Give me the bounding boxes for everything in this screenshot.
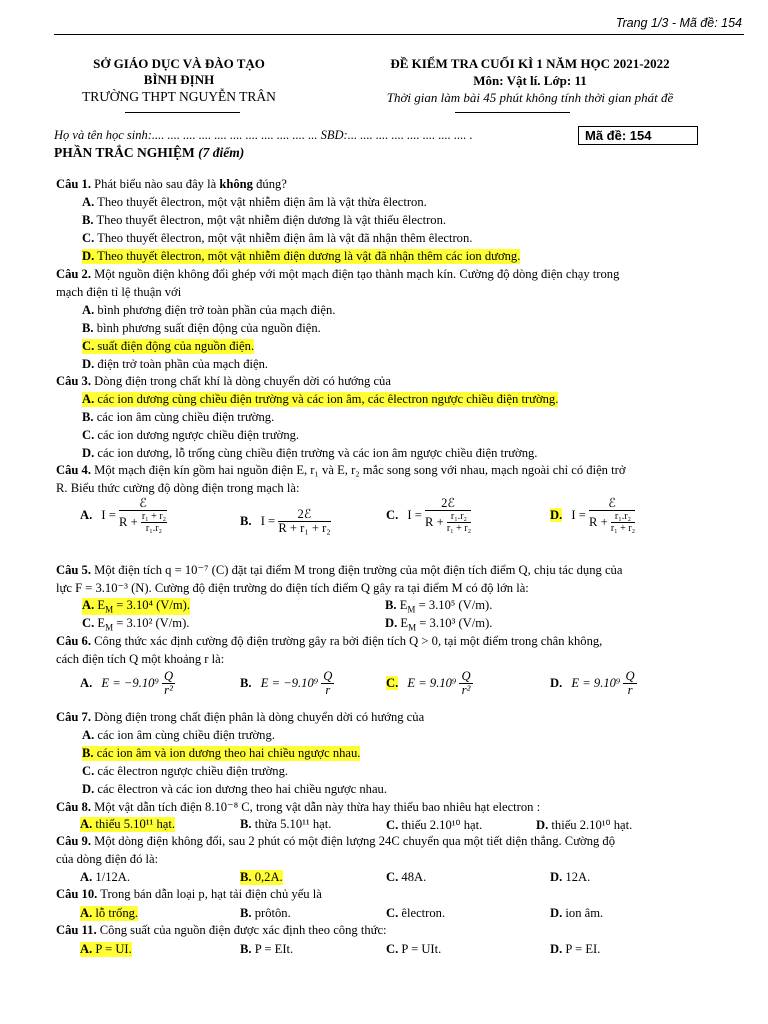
q3-text-a: các ion dương cùng chiều điện trường và các ion âm, các êlectron ngược chiều điện trường. xyxy=(97,392,559,406)
q4-option-d xyxy=(550,497,635,534)
q8-label-b: B. xyxy=(240,817,252,831)
q5-label-b: B. xyxy=(385,598,397,612)
question-4-line2: R. Biểu thức cường độ dòng điện trong mạch là: xyxy=(56,481,300,495)
q5-d-sub: M xyxy=(408,622,417,633)
q11-option-c xyxy=(386,942,441,957)
q4-b-num: 2ℰ xyxy=(278,508,330,522)
q10-option-b xyxy=(240,906,291,921)
q9-text-d: 12A. xyxy=(565,870,591,884)
question-11 xyxy=(56,923,387,938)
q6-label-b: B. xyxy=(240,676,252,690)
q4-d-den xyxy=(589,511,635,534)
q2-text-b: bình phương suất điện động của nguồn điện. xyxy=(96,321,321,335)
section-points: (7 điểm) xyxy=(198,145,245,160)
q10-option-c xyxy=(386,906,445,921)
q5-a-sub: M xyxy=(105,604,114,615)
q6-option-c xyxy=(386,670,473,697)
question-9-line1 xyxy=(56,834,615,849)
q1-text-d: Theo thuyết êlectron, một vật nhiễm điện dương là vật đã nhận thêm các ion dương. xyxy=(97,249,521,263)
q5-c-val: = 3.10² (V/m). xyxy=(113,616,190,630)
q11-option-b xyxy=(240,942,293,957)
q10-option-a xyxy=(80,906,138,921)
q3-label-d: D. xyxy=(82,446,95,460)
q4-c-den-r: R + xyxy=(425,515,444,529)
q3-text: Dòng điện trong chất khí là dòng chuyển dời có hướng của xyxy=(91,374,391,388)
q3-option-d xyxy=(82,446,537,461)
school-name: TRƯỜNG THPT NGUYỄN TRÂN xyxy=(82,89,276,104)
q11-text-d: P = EI. xyxy=(565,942,601,956)
q7-option-a xyxy=(82,728,275,743)
q1-number: Câu 1. xyxy=(56,177,91,191)
q6-d-lhs: E = 9.10⁹ xyxy=(571,676,621,690)
q2-number: Câu 2. xyxy=(56,267,91,281)
q7-text-b: các ion âm và ion dương theo hai chiều ngược nhau. xyxy=(96,746,361,760)
q4-d-den-r: R + xyxy=(589,515,608,529)
q8-text-b: thừa 5.10¹¹ hạt. xyxy=(254,817,332,831)
question-10 xyxy=(56,887,322,902)
q6-option-d xyxy=(550,670,637,697)
q4-c-lhs: I = xyxy=(407,508,422,522)
q1-text-bold: không xyxy=(219,177,253,191)
question-6-line1 xyxy=(56,634,602,649)
q11-text-b: P = EIt. xyxy=(254,942,294,956)
q4-c-num: 2ℰ xyxy=(425,497,471,511)
q3-label-c: C. xyxy=(82,428,95,442)
question-4-line1 xyxy=(56,463,625,478)
q11-label-d: D. xyxy=(550,942,563,956)
q11-label-a: A. xyxy=(80,942,93,956)
q3-text-d: các ion dương, lỗ trống cùng chiều điện trường và các ion âm ngược chiều điện trường. xyxy=(97,446,538,460)
q5-label-c: C. xyxy=(82,616,95,630)
q4-a-subfrac xyxy=(141,511,167,534)
q1-option-b xyxy=(82,213,446,228)
q4-d-sub-den: r₁ + r₂ xyxy=(610,523,636,534)
q5-b-sub: M xyxy=(407,604,416,615)
q3-option-a xyxy=(82,392,558,407)
q10-label-b: B. xyxy=(240,906,252,920)
q9-text-a: 1/12A. xyxy=(95,870,131,884)
q4-a-num: ℰ xyxy=(119,497,167,511)
q2-text-1: Một nguồn điện không đổi ghép với một mạch điện tạo thành mạch kín. Cường độ dòng điện chạy trong xyxy=(91,267,620,281)
q8-text-d: thiếu 2.10¹⁰ hạt. xyxy=(551,818,633,832)
q6-label-a: A. xyxy=(80,676,93,690)
school-dept: SỞ GIÁO DỤC VÀ ĐÀO TẠO xyxy=(93,56,265,71)
q1-text-post: đúng? xyxy=(252,177,287,191)
q10-label-a: A. xyxy=(80,906,93,920)
q2-label-c: C. xyxy=(82,339,95,353)
q1-text-pre: Phát biểu nào sau đây là xyxy=(91,177,220,191)
q9-label-b: B. xyxy=(240,870,252,884)
q10-option-d xyxy=(550,906,603,921)
q4-text-1: Một mạch điện kín gồm hai nguồn điện E, r₁ và E, r₂ mắc song song với nhau, mạch ngoài chỉ có điện trở xyxy=(91,463,626,477)
q7-text-d: các êlectron và các ion dương theo hai chiều ngược nhau. xyxy=(97,782,387,796)
q8-option-a xyxy=(80,817,175,832)
q5-option-b xyxy=(385,598,492,615)
q5-d-e: E xyxy=(400,616,409,630)
q9-option-a xyxy=(80,870,130,885)
q9-number: Câu 9. xyxy=(56,834,91,848)
q2-option-b xyxy=(82,321,321,336)
q6-c-num: Q xyxy=(461,669,471,683)
q11-label-c: C. xyxy=(386,942,399,956)
q4-c-sub-den: r₁ + r₂ xyxy=(446,523,472,534)
question-8 xyxy=(56,799,540,815)
q4-a-den-r: R + xyxy=(119,515,138,529)
question-3 xyxy=(56,374,391,389)
q10-label-c: C. xyxy=(386,906,399,920)
q4-c-subfrac xyxy=(447,511,471,534)
q2-option-d xyxy=(82,357,268,372)
q3-text-b: các ion âm cùng chiều điện trường. xyxy=(96,410,275,424)
q5-label-d: D. xyxy=(385,616,398,630)
q6-option-b xyxy=(240,670,334,697)
q9-label-c: C. xyxy=(386,870,399,884)
q5-a-e: E xyxy=(97,598,106,612)
q7-option-b xyxy=(82,746,360,761)
q9-text-1: Một dòng điện không đổi, sau 2 phút có một điện lượng 24C chuyển qua một tiết diện thẳng. Cường độ xyxy=(91,834,616,848)
q8-option-c xyxy=(386,817,482,833)
q5-label-a: A. xyxy=(82,598,95,612)
q11-text-a: P = UI. xyxy=(95,942,132,956)
q4-b-lhs: I = xyxy=(260,514,276,528)
q8-number: Câu 8. xyxy=(56,800,91,814)
question-6-line2: cách điện tích Q một khoảng r là: xyxy=(56,652,225,666)
q10-text-d: ion âm. xyxy=(565,906,604,920)
exam-underline xyxy=(455,112,570,113)
q6-b-lhs: E = −9.10⁹ xyxy=(260,676,319,690)
q3-label-b: B. xyxy=(82,410,94,424)
q5-option-a xyxy=(82,598,190,615)
q8-text-a: thiếu 5.10¹¹ hạt. xyxy=(95,817,176,831)
q6-b-num: Q xyxy=(323,669,333,683)
q7-text-a: các ion âm cùng chiều điện trường. xyxy=(97,728,275,742)
exam-title: ĐỀ KIỂM TRA CUỐI KÌ 1 NĂM HỌC 2021-2022 xyxy=(390,56,670,71)
q5-b-e: E xyxy=(399,598,408,612)
q11-number: Câu 11. xyxy=(56,923,97,937)
q8-text: Một vật dẫn tích điện 8.10⁻⁸ C, trong vật dẫn này thừa hay thiếu bao nhiêu hạt electron : xyxy=(91,800,541,814)
q4-d-formula xyxy=(589,497,635,534)
q4-option-c xyxy=(386,497,471,534)
q2-label-d: D. xyxy=(82,357,95,371)
q2-option-c xyxy=(82,339,254,354)
q1-text-a: Theo thuyết êlectron, một vật nhiễm điện âm là vật thừa êlectron. xyxy=(97,195,427,209)
q1-label-a: A. xyxy=(82,195,95,209)
q6-label-c: C. xyxy=(386,676,399,690)
q1-text-b: Theo thuyết êlectron, một vật nhiễm điện dương là vật thiếu êlectron. xyxy=(96,213,447,227)
question-9-line2: của dòng điện đó là: xyxy=(56,852,159,866)
student-info-line: Họ và tên học sinh:.... .... .... .... .... .... .... .... .... .... ... SBD:... .... .... .... .... .... .... .... . xyxy=(54,128,473,142)
q11-option-d xyxy=(550,942,600,957)
q2-label-b: B. xyxy=(82,321,94,335)
question-2-line1 xyxy=(56,267,619,282)
question-7 xyxy=(56,710,424,725)
q10-text-a: lỗ trống. xyxy=(95,906,139,920)
q6-b-den: r xyxy=(325,683,331,697)
q10-text-b: prôtôn. xyxy=(254,906,291,920)
q5-text-1: Một điện tích q = 10⁻⁷ (C) đặt tại điểm M trong điện trường của một điện tích điểm Q, chịu tác dụng của xyxy=(91,563,623,577)
q9-text-b: 0,2A. xyxy=(254,870,283,884)
q3-option-b xyxy=(82,410,274,425)
q1-label-d: D. xyxy=(82,249,95,263)
q1-label-c: C. xyxy=(82,231,95,245)
q5-c-e: E xyxy=(97,616,106,630)
q5-number: Câu 5. xyxy=(56,563,91,577)
q3-option-c xyxy=(82,428,299,443)
q6-a-frac xyxy=(162,670,175,697)
q2-label-a: A. xyxy=(82,303,95,317)
question-5-line1 xyxy=(56,562,622,578)
q4-b-den: R + r₁ + r₂ xyxy=(278,521,331,535)
q4-a-lhs: I = xyxy=(101,508,116,522)
q6-c-lhs: E = 9.10⁹ xyxy=(407,676,457,690)
q10-label-d: D. xyxy=(550,906,563,920)
section-title xyxy=(54,145,244,161)
q7-label-c: C. xyxy=(82,764,95,778)
q6-d-num: Q xyxy=(625,669,635,683)
q8-label-d: D. xyxy=(536,818,549,832)
q4-label-a: A. xyxy=(80,508,93,522)
q8-text-c: thiếu 2.10¹⁰ hạt. xyxy=(401,818,483,832)
q7-label-d: D. xyxy=(82,782,95,796)
header-rule xyxy=(54,34,744,35)
q4-d-subfrac xyxy=(611,511,635,534)
q9-label-d: D. xyxy=(550,870,563,884)
q6-text-1: Công thức xác định cường độ điện trường gây ra bởi điện tích Q > 0, tại một điểm trong chân không, xyxy=(91,634,603,648)
school-underline xyxy=(125,112,240,113)
q4-label-c: C. xyxy=(386,508,399,522)
q9-text-c: 48A. xyxy=(401,870,427,884)
q11-option-a xyxy=(80,942,132,957)
school-province: BÌNH ĐỊNH xyxy=(143,72,215,87)
q4-c-den xyxy=(425,511,471,534)
section-title-text: PHẦN TRẮC NGHIỆM xyxy=(54,145,195,160)
q4-label-b: B. xyxy=(240,514,252,528)
q6-number: Câu 6. xyxy=(56,634,91,648)
q1-option-a xyxy=(82,195,427,210)
q7-label-b: B. xyxy=(82,746,94,760)
q6-label-d: D. xyxy=(550,676,563,690)
q1-option-c xyxy=(82,231,472,246)
q7-option-c xyxy=(82,764,288,779)
q8-label-c: C. xyxy=(386,818,399,832)
exam-time: Thời gian làm bài 45 phút không tính thời gian phát đề xyxy=(386,90,674,105)
q4-d-lhs: I = xyxy=(571,508,586,522)
q4-option-a xyxy=(80,497,167,534)
q8-option-b xyxy=(240,817,331,832)
q5-option-d xyxy=(385,616,492,633)
q6-c-den: r² xyxy=(461,683,471,697)
q3-text-c: các ion dương ngược chiều điện trường. xyxy=(97,428,300,442)
q9-option-c xyxy=(386,870,426,885)
question-5-line2: lực F = 3.10⁻³ (N). Cường độ điện trường do điện tích điểm Q gây ra tại điểm M có độ lớn là: xyxy=(56,581,529,595)
question-1 xyxy=(56,177,287,192)
q7-text: Dòng điện trong chất điện phân là dòng chuyển dời có hướng của xyxy=(91,710,425,724)
exam-subject: Môn: Vật lí. Lớp: 11 xyxy=(473,73,587,88)
q10-text: Trong bán dẫn loại p, hạt tải điện chủ yếu là xyxy=(97,887,322,901)
q7-text-c: các êlectron ngược chiều điện trường. xyxy=(97,764,289,778)
q7-option-d xyxy=(82,782,387,797)
q6-a-lhs: E = −9.10⁹ xyxy=(101,676,159,690)
q2-text-d: điện trở toàn phần của mạch điện. xyxy=(97,357,269,371)
q4-a-sub-num: r₁ + r₂ xyxy=(141,511,167,522)
q5-option-c xyxy=(82,616,189,633)
q4-label-d: D. xyxy=(550,508,563,522)
q9-option-b xyxy=(240,870,283,885)
q4-c-sub-num: r₁.r₂ xyxy=(447,511,471,523)
q9-option-d xyxy=(550,870,590,885)
q2-text-c: suất điện động của nguồn điện. xyxy=(97,339,255,353)
exam-code-box: Mã đề: 154 xyxy=(578,126,698,145)
question-2-line2: mạch điện tỉ lệ thuận với xyxy=(56,285,182,299)
q5-c-sub: M xyxy=(105,622,114,633)
q4-a-sub-den: r₁.r₂ xyxy=(145,523,163,534)
q1-option-d xyxy=(82,249,520,264)
q7-number: Câu 7. xyxy=(56,710,91,724)
q1-text-c: Theo thuyết êlectron, một vật nhiễm điện âm là vật đã nhận thêm êlectron. xyxy=(97,231,473,245)
q10-number: Câu 10. xyxy=(56,887,98,901)
q6-a-num: Q xyxy=(163,669,174,683)
q11-text-c: P = UIt. xyxy=(401,942,442,956)
q6-a-den: r² xyxy=(164,683,173,697)
q6-option-a xyxy=(80,670,175,697)
page-number-header: Trang 1/3 - Mã đề: 154 xyxy=(615,16,742,30)
q4-a-den xyxy=(119,511,167,534)
q4-c-formula xyxy=(425,497,471,534)
q5-a-val: = 3.10⁴ (V/m). xyxy=(113,598,191,612)
q8-label-a: A. xyxy=(80,817,93,831)
q11-text: Công suất của nguồn điện được xác định theo công thức: xyxy=(96,923,387,937)
q6-c-frac xyxy=(459,670,472,697)
q2-option-a xyxy=(82,303,335,318)
q4-b-formula xyxy=(278,508,330,535)
q2-text-a: bình phương điện trở toàn phần của mạch điện. xyxy=(97,303,336,317)
q9-label-a: A. xyxy=(80,870,93,884)
q4-option-b xyxy=(240,508,331,535)
q1-label-b: B. xyxy=(82,213,94,227)
q6-b-frac xyxy=(321,670,334,697)
q4-number: Câu 4. xyxy=(56,463,91,477)
q4-a-formula xyxy=(119,497,167,534)
q6-d-frac xyxy=(623,670,636,697)
q3-number: Câu 3. xyxy=(56,374,91,388)
q5-d-val: = 3.10³ (V/m). xyxy=(416,616,493,630)
q5-b-val: = 3.10⁵ (V/m). xyxy=(415,598,493,612)
q11-label-b: B. xyxy=(240,942,252,956)
q8-option-d xyxy=(536,817,632,833)
q4-d-sub-num: r₁.r₂ xyxy=(611,511,635,523)
q6-d-den: r xyxy=(627,683,633,697)
q3-label-a: A. xyxy=(82,392,95,406)
q4-d-num: ℰ xyxy=(589,497,635,511)
q10-text-c: êlectron. xyxy=(401,906,446,920)
q7-label-a: A. xyxy=(82,728,95,742)
